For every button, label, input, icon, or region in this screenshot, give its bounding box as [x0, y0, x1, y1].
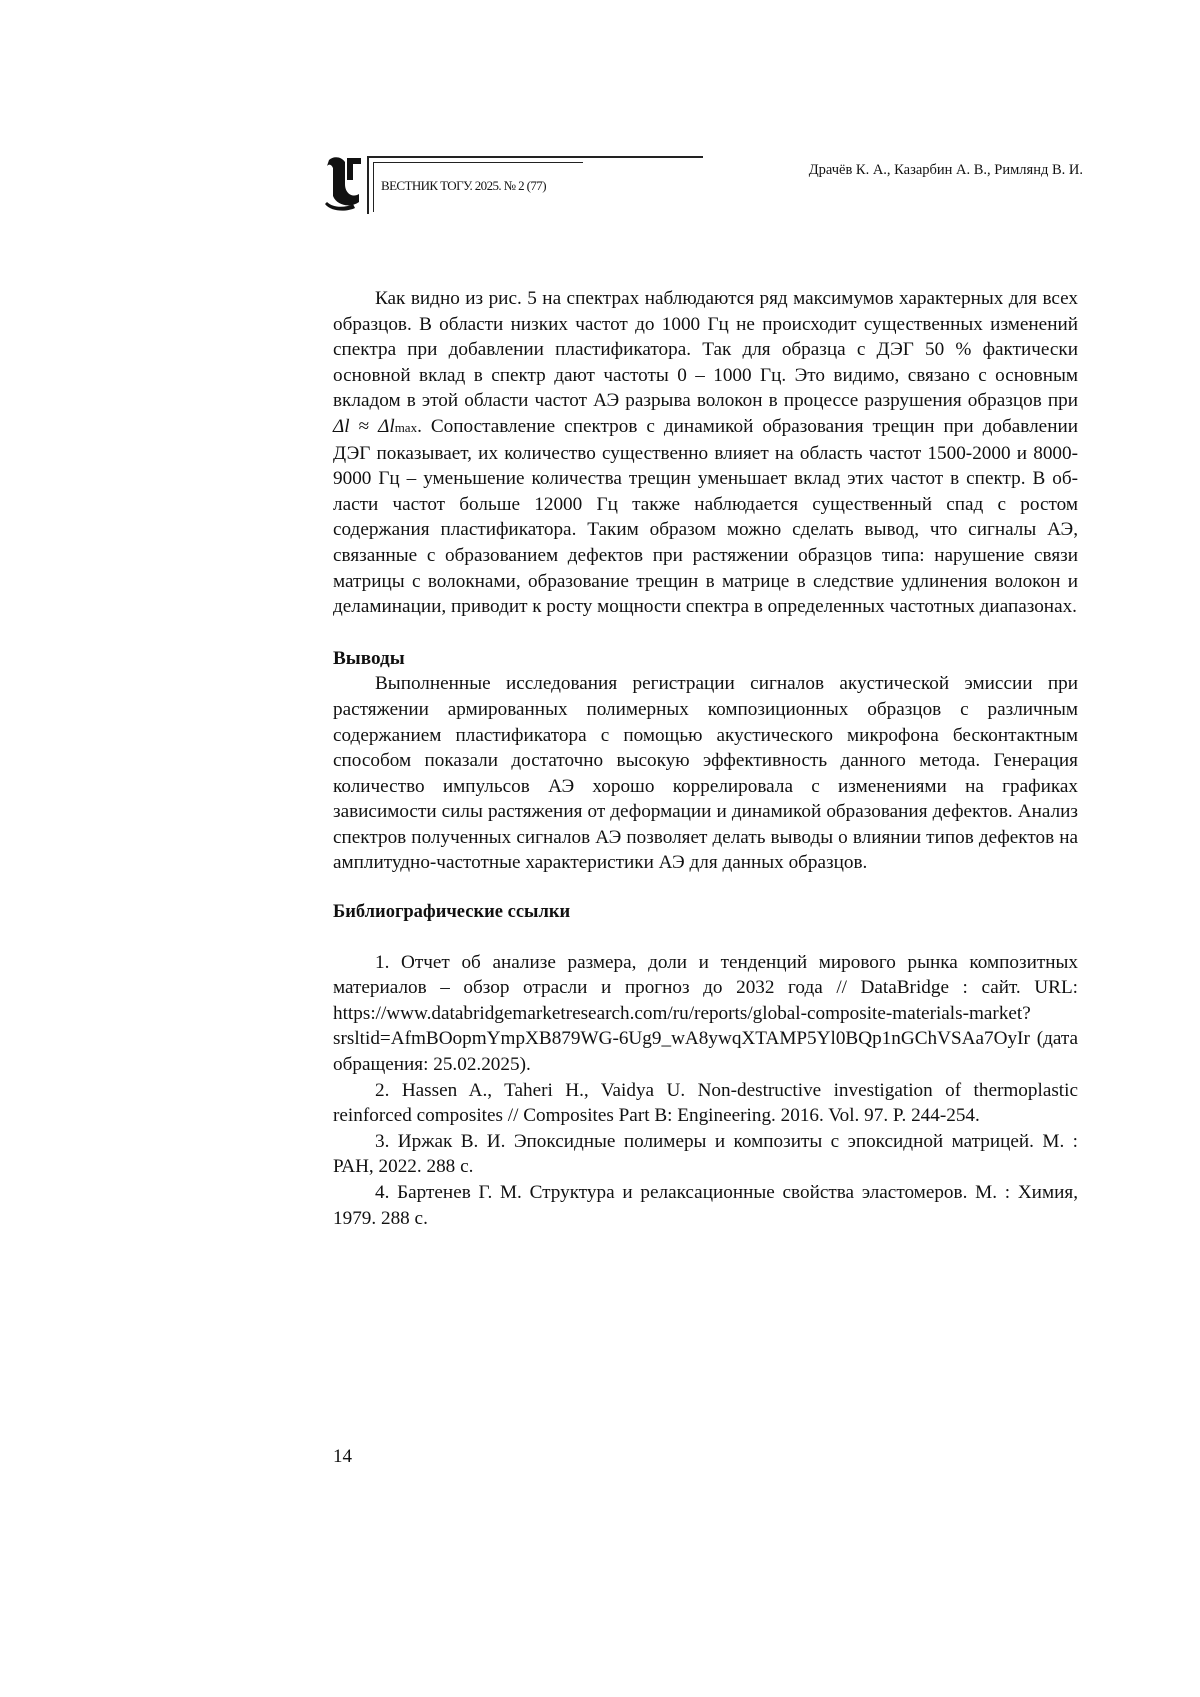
body-paragraph-text-cont: . Сопоставление спектров с динамикой образования трещин при добавлении ДЭГ показывает, их количество существенно влияет на область частот 1500-2000 и 8000-9000 Гц – уменьшение количества трещин уменьшает вклад этих частот в спектр. В области частот больше 12000 Гц также наблюдается существенный спад с ростом содержания пластификатора. Таким образом можно сделать вывод, что сигналы АЭ, связанные с образованием дефектов при растяжении образцов типа: нарушение связи матрицы с волокнами, образование трещин в матрице в следствие удлинения волокон и деламинации, приводит к росту мощности спектра в определенных частотных диапазонах.	[333, 415, 1078, 618]
reference-item: 4. Бартенев Г. М. Структура и релаксационные свойства эластомеров. М. : Химия, 1979. 288 с.	[333, 1182, 1078, 1229]
delta-l-symbol: Δl	[333, 415, 350, 437]
page-header	[323, 150, 1083, 220]
references-heading: Библиографические ссылки	[333, 902, 571, 923]
approx-symbol: ≈	[349, 415, 379, 437]
reference-item: 2. Hassen A., Taheri H., Vaidya U. Non-destructive investigation of thermoplastic reinforced composites // Composites Part B: Engineering. 2016. Vol. 97. P. 244-254.	[333, 1079, 1078, 1127]
max-subscript: max	[394, 419, 418, 435]
conclusions-paragraph: Выполненные исследования регистрации сигналов акустической эмиссии при растяжении армированных полимерных композиционных образцов с различным содержанием пластификатора с помощью акустического микрофона бесконтактным способом показали достаточно высокую эффективность данного метода. Генерация количество импульсов АЭ хорошо коррелировала с изменениями на графиках зависимости силы растяжения от деформации и динамикой образования дефектов. Анализ спектров полученных сигналов АЭ позволяет делать выводы о влиянии типов дефектов на амплитудно-частотные характеристики АЭ для данных образцов.	[333, 673, 1078, 874]
body-paragraph-text: Как видно из рис. 5 на спектрах наблюдаются ряд максимумов характерных для всех образцов. В области низких частот до 1000 Гц не происходит существенных изменений спектра при добавлении пластификатора. Так для образца с ДЭГ 50 % фактически основной вклад в спектр дают частоты 0 – 1000 Гц. Это видимо, связано с основным вкладом в этой области частот АЭ разрыва волокон в процессе разрушения образцов при	[333, 288, 1078, 412]
journal-title: ВЕСТНИК ТОГУ. 2025. № 2 (77)	[381, 178, 546, 193]
page-number: 14	[333, 1446, 352, 1467]
body-paragraph	[333, 286, 1078, 620]
delta-lmax-symbol: Δl	[378, 415, 395, 437]
reference-item: 1. Отчет об анализе размера, доли и тенденций мирового рынка композитных материалов – обзор отрасли и прогноз до 2032 года // DataBridge : сайт. URL: https://www.databridgemarketresearch.com/ru/reports/global-composite-materials-market? srsltid=AfmBOopmYmpXB879WG-6Ug9_wA8ywqXTAMP5Yl0BQp1nGChVSAa7OyIr (дата обращения: 25.02.2025).	[333, 951, 1078, 1076]
journal-title-frame	[367, 156, 703, 214]
article-body	[333, 286, 1078, 1231]
conclusions-heading: Выводы	[333, 647, 405, 669]
running-authors: Драчёв К. А., Казарбин А. В., Римлянд В. И.	[808, 162, 1083, 178]
references-list	[333, 950, 1078, 1232]
journal-logo-icon	[323, 154, 363, 212]
reference-item: 3. Иржак В. И. Эпоксидные полимеры и композиты с эпоксидной матрицей. М. : РАН, 2022. 288 с.	[333, 1130, 1078, 1178]
